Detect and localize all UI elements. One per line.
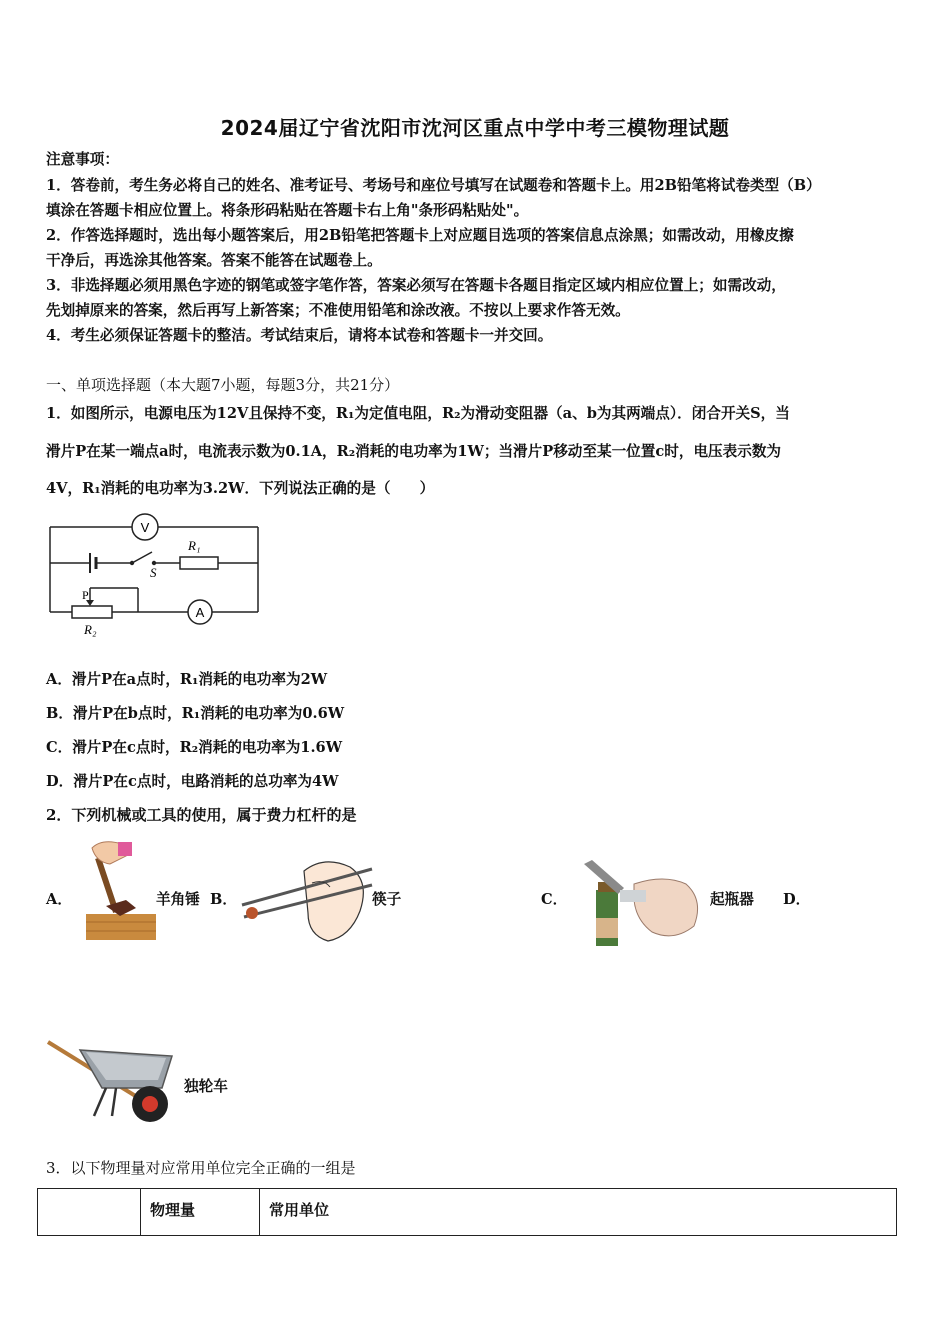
question-2-stem: 2．下列机械或工具的使用，属于费力杠杆的是 [46, 806, 357, 824]
q2-option-b-label: 筷子 [372, 891, 402, 908]
circuit-diagram [40, 508, 270, 644]
notice-line: 1．答卷前，考生务必将自己的姓名、准考证号、考场号和座位号填写在试题卷和答题卡上。用2B铅笔将试卷类型（B） [46, 177, 821, 194]
page-title: 2024届辽宁省沈阳市沈河区重点中学中考三模物理试题 [220, 116, 730, 140]
question-1-line: 1．如图所示，电源电压为12V且保持不变，R₁为定值电阻，R₂为滑动变阻器（a、b为其两端点）．闭合开关S，当 [46, 405, 790, 422]
q2-option-d-label: 独轮车 [184, 1078, 228, 1095]
r1-label: R₁ [188, 538, 201, 553]
q2-option-a-letter: A． [46, 891, 72, 908]
option-c: C．滑片P在c点时，R₂消耗的电功率为1.6W [46, 739, 343, 756]
question-3-stem: 3．以下物理量对应常用单位完全正确的一组是 [46, 1159, 356, 1177]
notice-line: 4．考生必须保证答题卡的整洁。考试结束后，请将本试卷和答题卡一并交回。 [46, 327, 553, 344]
notice-heading: 注意事项： [46, 151, 119, 168]
table-header-cell: 物理量 [141, 1189, 260, 1236]
option-a: A．滑片P在a点时，R₁消耗的电功率为2W [46, 671, 328, 688]
notice-line: 2．作答选择题时，选出每小题答案后，用2B铅笔把答题卡上对应题目选项的答案信息点涂黑；如需改动，用橡皮擦 [46, 227, 794, 244]
table-header-cell: 常用单位 [260, 1189, 897, 1236]
notice-line: 干净后，再选涂其他答案。答案不能答在试题卷上。 [46, 252, 382, 269]
section-heading: 一、单项选择题（本大题7小题，每题3分，共21分） [46, 376, 400, 394]
option-b: B．滑片P在b点时，R₁消耗的电功率为0.6W [46, 705, 345, 722]
notice-line: 3．非选择题必须用黑色字迹的钢笔或签字笔作答，答案必须写在答题卡各题目指定区域内相应位置上；如需改动， [46, 277, 786, 294]
slider-label: P [82, 588, 89, 602]
wheelbarrow-icon [46, 1030, 178, 1126]
notice-line: 填涂在答题卡相应位置上。将条形码粘贴在答题卡右上角"条形码粘贴处"。 [46, 202, 529, 219]
switch-label: S [150, 565, 157, 580]
question-1-line: 4V，R₁消耗的电功率为3.2W．下列说法正确的是（ ） [46, 480, 435, 497]
table-header-cell [38, 1189, 141, 1236]
option-d: D．滑片P在c点时，电路消耗的总功率为4W [46, 773, 339, 790]
q2-option-d-letter: D． [783, 891, 811, 908]
claw-hammer-icon [80, 838, 158, 942]
q2-option-a-label: 羊角锤 [156, 891, 200, 908]
ammeter-label: A [195, 605, 205, 620]
q2-option-b-letter: B． [210, 891, 237, 908]
r2-label: R₂ [84, 622, 97, 637]
q2-option-c-letter: C． [541, 891, 568, 908]
table-row [38, 1189, 897, 1236]
bottle-opener-icon [574, 860, 710, 946]
chopsticks-icon [238, 855, 374, 945]
question-1-line: 滑片P在某一端点a时，电流表示数为0.1A，R₂消耗的电功率为1W；当滑片P移动至某一位置c时，电压表示数为 [46, 443, 782, 460]
q2-option-c-label: 起瓶器 [710, 891, 754, 908]
notice-line: 先划掉原来的答案，然后再写上新答案；不准使用铅笔和涂改液。不按以上要求作答无效。 [46, 302, 630, 319]
units-table [37, 1188, 897, 1236]
voltmeter-label: V [140, 520, 150, 535]
